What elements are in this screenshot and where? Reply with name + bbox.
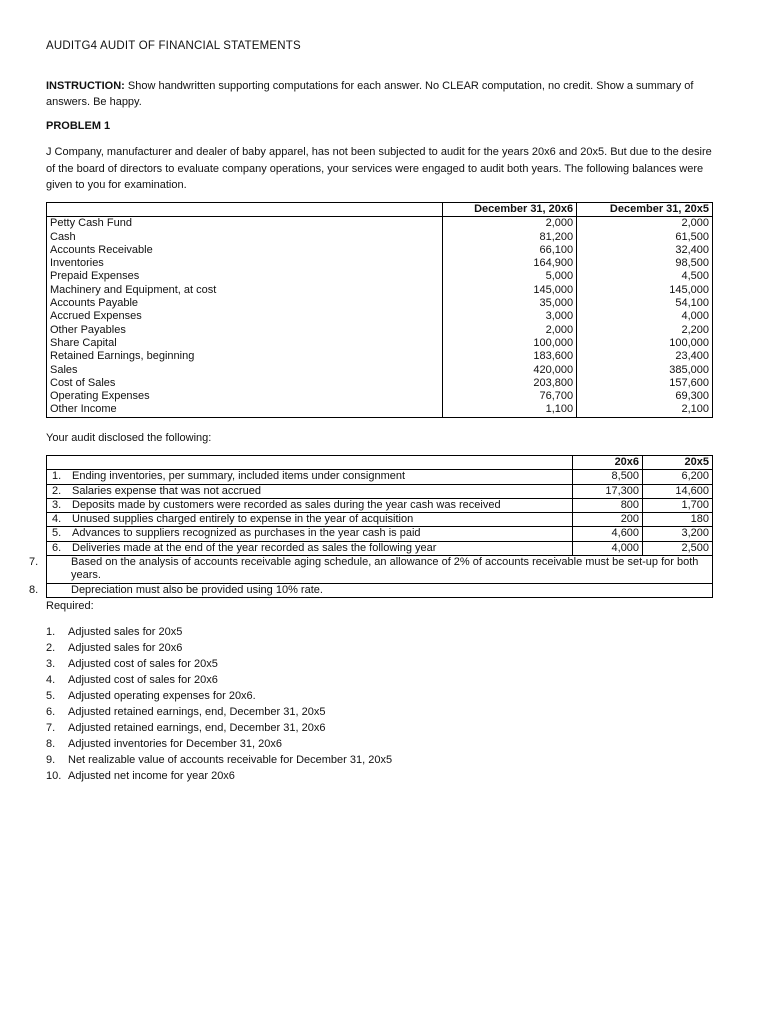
required-text: Adjusted inventories for December 31, 20x6	[68, 738, 283, 750]
problem-intro: J Company, manufacturer and dealer of baby apparel, has not been subjected to audit for the years 20x6 and 20x5. But due to the desire of the board of directors to evaluate company operations, your services were engaged to audit both years. The following balances were given to you for examination.	[46, 146, 712, 191]
finding-number: 6.	[52, 541, 62, 554]
balances-row	[47, 324, 713, 337]
required-text: Net realizable value of accounts receivable for December 31, 20x5	[68, 754, 393, 766]
finding-value-20x5: 3,200	[643, 527, 713, 541]
account-name: Petty Cash Fund	[47, 217, 443, 231]
account-balance: 4,500	[577, 270, 713, 283]
balances-header-cell	[47, 203, 443, 217]
document-title: AUDITG4 AUDIT OF FINANCIAL STATEMENTS	[46, 40, 301, 52]
account-balance: 69,300	[577, 390, 713, 403]
balances-row	[47, 377, 713, 390]
finding-note-row	[47, 556, 713, 584]
instruction-paragraph	[46, 78, 718, 110]
balances-row	[47, 310, 713, 323]
required-item	[46, 768, 392, 784]
finding-value-20x6: 4,000	[573, 541, 643, 555]
required-number: 8.	[46, 738, 56, 750]
finding-value-20x5: 1,700	[643, 498, 713, 512]
account-balance: 54,100	[577, 297, 713, 310]
finding-value-20x6: 8,500	[573, 470, 643, 484]
account-name: Machinery and Equipment, at cost	[47, 284, 443, 297]
finding-note-row	[47, 583, 713, 597]
findings-header-row	[47, 456, 713, 470]
required-number: 9.	[46, 754, 56, 766]
required-number: 1.	[46, 626, 56, 638]
required-text: Adjusted operating expenses for 20x6.	[68, 690, 256, 702]
required-item	[46, 736, 392, 752]
balances-row	[47, 217, 713, 231]
account-balance: 66,100	[443, 244, 577, 257]
account-name: Operating Expenses	[47, 390, 443, 403]
balances-table	[46, 202, 713, 418]
finding-text: Ending inventories, per summary, included items under consignment	[72, 470, 406, 483]
account-balance: 35,000	[443, 297, 577, 310]
account-name: Other Payables	[47, 324, 443, 337]
balances-row	[47, 244, 713, 257]
finding-description	[47, 541, 573, 555]
finding-description	[47, 470, 573, 484]
required-item	[46, 624, 392, 640]
account-name: Share Capital	[47, 337, 443, 350]
required-number: 7.	[46, 722, 56, 734]
required-item	[46, 640, 392, 656]
required-item	[46, 704, 392, 720]
finding-description	[47, 513, 573, 527]
required-number: 10.	[46, 770, 62, 782]
finding-text: Based on the analysis of accounts receivable aging schedule, an allowance of 2% of accounts receivable must be set-up for both years.	[71, 556, 699, 582]
account-name: Prepaid Expenses	[47, 270, 443, 283]
required-label: Required:	[46, 600, 94, 612]
audit-disclosure-label: Your audit disclosed the following:	[46, 432, 212, 444]
finding-value-20x5: 180	[643, 513, 713, 527]
finding-description	[47, 498, 573, 512]
account-balance: 100,000	[577, 337, 713, 350]
findings-header-cell	[47, 456, 573, 470]
balances-row	[47, 350, 713, 363]
required-text: Adjusted sales for 20x6	[68, 642, 183, 654]
findings-header-cell: 20x5	[643, 456, 713, 470]
account-balance: 203,800	[443, 377, 577, 390]
balances-header-row	[47, 203, 713, 217]
finding-number: 5.	[52, 527, 62, 540]
balances-row	[47, 284, 713, 297]
account-balance: 1,100	[443, 403, 577, 417]
required-number: 6.	[46, 706, 56, 718]
account-name: Sales	[47, 364, 443, 377]
account-balance: 420,000	[443, 364, 577, 377]
account-balance: 61,500	[577, 231, 713, 244]
instruction-label: INSTRUCTION:	[46, 80, 125, 92]
account-balance: 2,000	[577, 217, 713, 231]
required-item	[46, 656, 392, 672]
finding-number: 2.	[52, 484, 62, 497]
account-balance: 2,000	[443, 324, 577, 337]
required-text: Adjusted net income for year 20x6	[68, 770, 235, 782]
problem-heading: PROBLEM 1	[46, 120, 111, 132]
finding-number: 7.	[29, 556, 39, 569]
finding-text: Depreciation must also be provided using 10% rate.	[71, 583, 323, 596]
finding-value-20x6: 17,300	[573, 484, 643, 498]
finding-text: Deliveries made at the end of the year recorded as sales the following year	[72, 541, 437, 554]
account-balance: 81,200	[443, 231, 577, 244]
finding-row	[47, 498, 713, 512]
finding-value-20x5: 6,200	[643, 470, 713, 484]
account-balance: 145,000	[443, 284, 577, 297]
account-name: Accrued Expenses	[47, 310, 443, 323]
required-text: Adjusted retained earnings, end, December 31, 20x5	[68, 706, 326, 718]
instruction-text: Show handwritten supporting computations for each answer. No CLEAR computation, no credit. Show a summary of answers. Be happy.	[46, 80, 694, 108]
finding-text: Unused supplies charged entirely to expense in the year of acquisition	[72, 513, 414, 526]
finding-row	[47, 484, 713, 498]
required-item	[46, 752, 392, 768]
account-balance: 100,000	[443, 337, 577, 350]
account-balance: 76,700	[443, 390, 577, 403]
balances-row	[47, 231, 713, 244]
account-balance: 32,400	[577, 244, 713, 257]
required-item	[46, 720, 392, 736]
required-text: Adjusted cost of sales for 20x6	[68, 674, 218, 686]
finding-number: 1.	[52, 470, 62, 483]
account-name: Cost of Sales	[47, 377, 443, 390]
finding-value-20x5: 2,500	[643, 541, 713, 555]
balances-row	[47, 257, 713, 270]
account-name: Inventories	[47, 257, 443, 270]
finding-number: 8.	[29, 583, 39, 596]
account-name: Retained Earnings, beginning	[47, 350, 443, 363]
finding-value-20x6: 800	[573, 498, 643, 512]
balances-row	[47, 297, 713, 310]
account-balance: 183,600	[443, 350, 577, 363]
required-item	[46, 688, 392, 704]
required-number: 4.	[46, 674, 56, 686]
finding-row	[47, 541, 713, 555]
account-balance: 385,000	[577, 364, 713, 377]
finding-value-20x5: 14,600	[643, 484, 713, 498]
finding-note	[29, 583, 713, 597]
account-balance: 164,900	[443, 257, 577, 270]
account-balance: 145,000	[577, 284, 713, 297]
required-item	[46, 672, 392, 688]
finding-number: 3.	[52, 498, 62, 511]
account-balance: 23,400	[577, 350, 713, 363]
balances-header-cell: December 31, 20x6	[443, 203, 577, 217]
balances-row	[47, 364, 713, 377]
finding-row	[47, 470, 713, 484]
account-balance: 98,500	[577, 257, 713, 270]
finding-text: Advances to suppliers recognized as purchases in the year cash is paid	[72, 527, 421, 540]
findings-header-cell: 20x6	[573, 456, 643, 470]
account-balance: 5,000	[443, 270, 577, 283]
required-text: Adjusted cost of sales for 20x5	[68, 658, 218, 670]
required-text: Adjusted retained earnings, end, December 31, 20x6	[68, 722, 326, 734]
finding-value-20x6: 200	[573, 513, 643, 527]
audit-findings-table	[29, 455, 713, 598]
account-balance: 3,000	[443, 310, 577, 323]
account-balance: 2,000	[443, 217, 577, 231]
balances-header-cell: December 31, 20x5	[577, 203, 713, 217]
required-number: 3.	[46, 658, 56, 670]
finding-number: 4.	[52, 513, 62, 526]
account-balance: 2,100	[577, 403, 713, 417]
account-name: Accounts Receivable	[47, 244, 443, 257]
balances-row	[47, 390, 713, 403]
required-list	[46, 624, 392, 784]
finding-text: Deposits made by customers were recorded as sales during the year cash was received	[72, 498, 501, 511]
finding-value-20x6: 4,600	[573, 527, 643, 541]
balances-row	[47, 337, 713, 350]
required-number: 2.	[46, 642, 56, 654]
account-name: Other Income	[47, 403, 443, 417]
balances-row	[47, 403, 713, 417]
finding-row	[47, 513, 713, 527]
account-balance: 157,600	[577, 377, 713, 390]
required-text: Adjusted sales for 20x5	[68, 626, 183, 638]
account-name: Accounts Payable	[47, 297, 443, 310]
finding-row	[47, 527, 713, 541]
finding-description	[47, 527, 573, 541]
finding-note	[29, 556, 713, 584]
finding-text: Salaries expense that was not accrued	[72, 484, 261, 497]
account-name: Cash	[47, 231, 443, 244]
required-number: 5.	[46, 690, 56, 702]
account-balance: 4,000	[577, 310, 713, 323]
account-balance: 2,200	[577, 324, 713, 337]
balances-row	[47, 270, 713, 283]
finding-description	[47, 484, 573, 498]
